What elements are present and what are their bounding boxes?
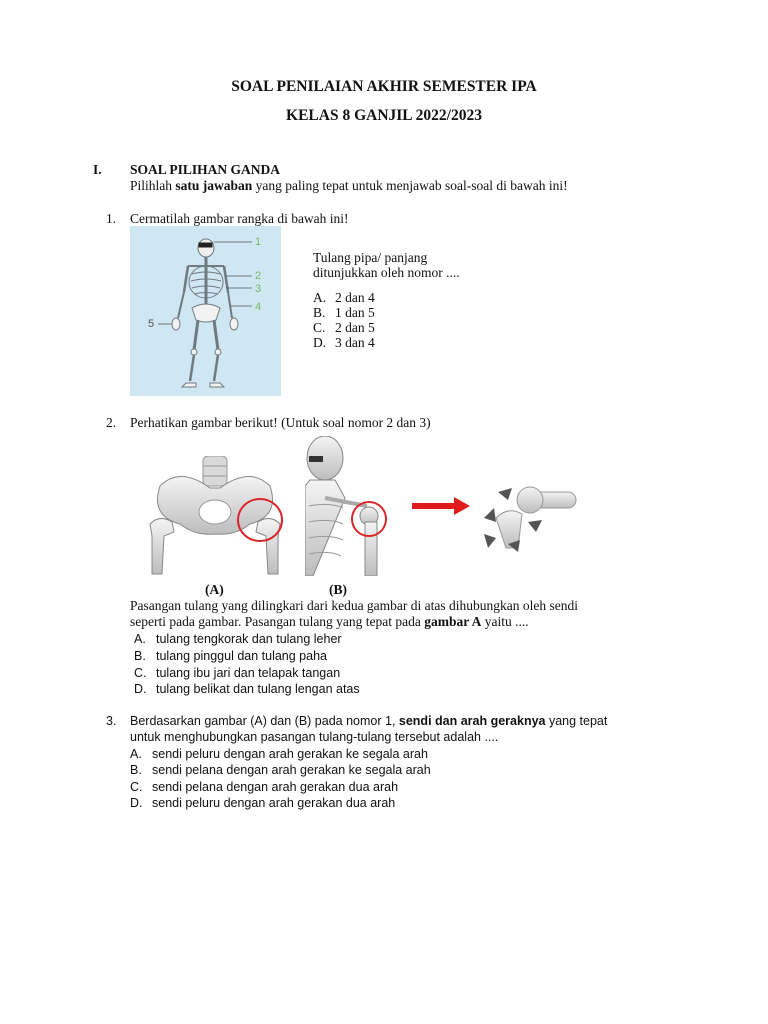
q1-option-a: A. 2 dan 4 [313,290,375,305]
q2-body-line1: Pasangan tulang yang dilingkari dari kedua gambar di atas dihubungkan oleh sendi [130,598,579,613]
q2-body-line2: seperti pada gambar. Pasangan tulang yang tepat pada gambar A yaitu .... [130,614,529,629]
caption-a: (A) [205,582,224,597]
document-title: SOAL PENILAIAN AKHIR SEMESTER IPA [231,78,537,95]
document-subtitle: KELAS 8 GANJIL 2022/2023 [286,107,482,124]
q2-number: 2. [106,415,117,430]
skeleton-label-5: 5 [148,318,155,330]
skeleton-figure [130,226,281,396]
arrow-right-icon [412,496,472,516]
caption-b: (B) [329,582,347,597]
q3-option-b: B. sendi pelana dengan arah gerakan ke segala arah [130,763,431,777]
figure-b-shoulder [305,436,390,576]
ball-joint-figure [478,478,578,552]
q2-text: Perhatikan gambar berikut! (Untuk soal nomor 2 dan 3) [130,415,431,430]
skeleton-label-1: 1 [255,236,262,248]
q3-option-c: C. sendi pelana dengan arah gerakan dua arah [130,780,399,794]
q2-option-b: B. tulang pinggul dan tulang paha [134,649,327,663]
q3-text: Berdasarkan gambar (A) dan (B) pada nomor 1, sendi dan arah geraknya yang tepat [130,714,608,728]
section-instruction: Pilihlah satu jawaban yang paling tepat untuk menjawab soal-soal di bawah ini! [130,178,568,193]
section-number: I. [93,162,102,177]
q1-prompt-line2: ditunjukkan oleh nomor .... [313,265,460,280]
q2-option-c: C. tulang ibu jari dan telapak tangan [134,666,341,680]
q1-option-b: B. 1 dan 5 [313,305,375,320]
pelvis-illustration [140,456,290,576]
q1-text: Cermatilah gambar rangka di bawah ini! [130,211,349,226]
q2-option-d: D. tulang belikat dan tulang lengan atas [134,682,360,696]
q3-text-line2: untuk menghubungkan pasangan tulang-tulang tersebut adalah .... [130,730,499,744]
q1-option-c: C. 2 dan 5 [313,320,375,335]
q3-number: 3. [106,714,117,728]
q1-prompt-line1: Tulang pipa/ panjang [313,250,428,265]
q3-option-a: A. sendi peluru dengan arah gerakan ke segala arah [130,747,428,761]
skeleton-label-3: 3 [255,283,262,295]
section-title: SOAL PILIHAN GANDA [130,162,281,177]
skeleton-label-4: 4 [255,301,262,313]
q2-option-a: A. tulang tengkorak dan tulang leher [134,632,342,646]
q3-option-d: D. sendi peluru dengan arah gerakan dua arah [130,796,396,810]
q1-number: 1. [106,211,117,226]
skeleton-label-2: 2 [255,270,262,282]
ball-joint-illustration [478,478,578,552]
shoulder-illustration [305,436,390,576]
red-arrow-icon [412,496,472,516]
figure-a-pelvis [140,456,290,576]
q1-option-d: D. 3 dan 4 [313,335,375,350]
